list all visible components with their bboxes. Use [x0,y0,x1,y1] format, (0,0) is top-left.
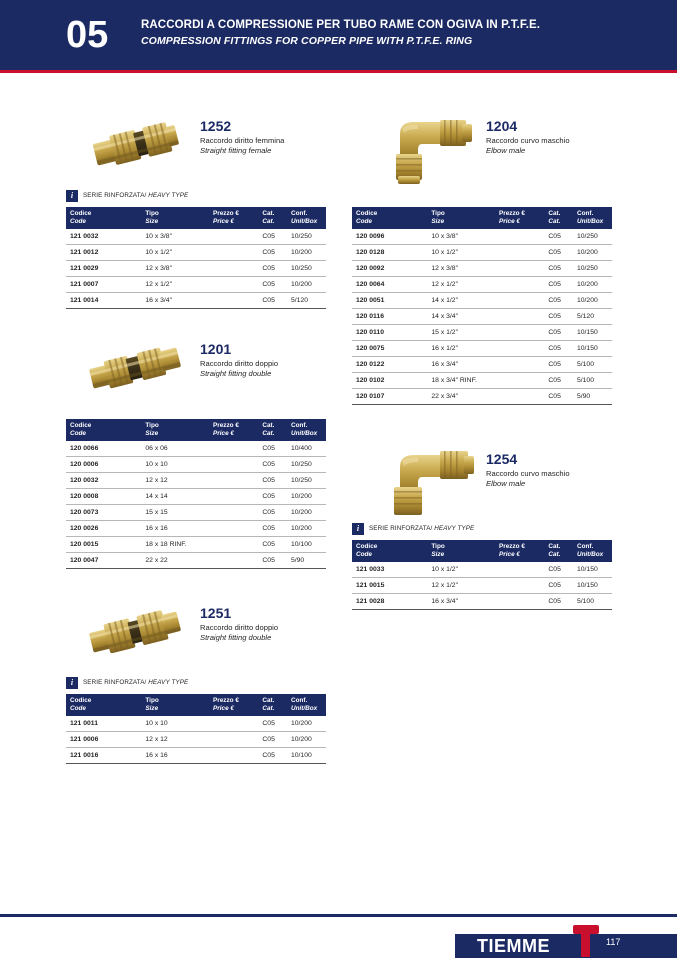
cell-conf: 5/90 [287,553,326,569]
cell-prezzo [495,594,544,610]
cell-tipo: 12 x 1/2" [141,277,209,293]
cell-tipo: 14 x 14 [141,489,209,505]
cell-prezzo [209,521,258,537]
cell-cat: C05 [258,229,287,245]
cell-prezzo [209,489,258,505]
cell-codice: 121 0016 [66,748,141,764]
table-row [66,229,326,245]
product-header [66,327,326,413]
cell-tipo: 10 x 10 [141,457,209,473]
cell-conf: 10/200 [287,521,326,537]
cell-cat: C05 [258,748,287,764]
cell-prezzo [209,732,258,748]
cell-prezzo [495,578,544,594]
cell-prezzo [209,245,258,261]
cell-codice: 121 0015 [352,578,427,594]
product-description-italian: Raccordo curvo maschio [486,136,570,145]
cell-prezzo [209,229,258,245]
product-table-1201 [66,419,326,569]
cell-tipo: 12 x 12 [141,473,209,489]
cell-codice: 121 0032 [66,229,141,245]
cell-cat: C05 [544,309,573,325]
cell-conf: 10/150 [573,325,612,341]
cell-prezzo [209,537,258,553]
cell-cat: C05 [544,594,573,610]
cell-codice: 120 0110 [352,325,427,341]
cell-cat: C05 [544,562,573,578]
cell-tipo: 12 x 3/8" [427,261,495,277]
cell-prezzo [495,277,544,293]
cell-tipo: 16 x 3/4" [427,594,495,610]
cell-cat: C05 [258,521,287,537]
col-codice: Codice Code [352,540,427,562]
cell-cat: C05 [258,441,287,457]
left-column [66,104,326,764]
chapter-number: 05 [66,14,109,56]
table-row [352,594,612,610]
col-conf: Conf. Unit/Box [287,207,326,229]
cell-tipo: 16 x 3/4" [427,357,495,373]
cell-cat: C05 [258,716,287,732]
product-text [200,341,330,379]
cell-conf: 5/120 [573,309,612,325]
product-description-italian: Raccordo diritto doppio [200,623,279,632]
table-row [352,261,612,277]
cell-tipo: 15 x 1/2" [427,325,495,341]
table-row [66,293,326,309]
page-number: 117 [606,937,621,947]
cell-tipo: 18 x 18 RINF. [141,537,209,553]
cell-codice: 120 0006 [66,457,141,473]
cell-tipo: 16 x 1/2" [427,341,495,357]
cell-codice: 120 0047 [66,553,141,569]
cell-codice: 120 0107 [352,389,427,405]
cell-prezzo [209,261,258,277]
cell-tipo: 10 x 3/8" [141,229,209,245]
product-image-1204 [362,104,480,186]
cell-prezzo [209,716,258,732]
product-description-english: Straight fitting female [200,146,272,155]
cell-cat: C05 [544,389,573,405]
cell-conf: 10/200 [573,277,612,293]
heavy-type-label: SERIE RINFORZATA/ HEAVY TYPE [83,679,189,686]
compression-fitting-straight-double-heavy-icon [76,591,194,673]
table-row [66,521,326,537]
product-description-italian: Raccordo diritto femmina [200,136,285,145]
cell-tipo: 06 x 06 [141,441,209,457]
product-code: 1201 [200,341,232,357]
product-table-1251 [66,694,326,764]
product-code: 1251 [200,605,232,621]
table-row [352,245,612,261]
page-title-italian: RACCORDI A COMPRESSIONE PER TUBO RAME CON OGIVA IN P.T.F.E. [141,19,541,31]
cell-prezzo [209,748,258,764]
cell-codice: 120 0015 [66,537,141,553]
product-block-1254 [352,437,612,610]
cell-tipo: 16 x 16 [141,748,209,764]
cell-codice: 121 0014 [66,293,141,309]
table-header-row [66,419,326,441]
cell-conf: 5/100 [573,357,612,373]
col-cat: Cat. Cat. [258,207,287,229]
col-prezzo: Prezzo € Price € [495,207,544,229]
table-row [66,748,326,764]
cell-cat: C05 [544,277,573,293]
product-description-english: Elbow male [486,479,526,488]
cell-codice: 121 0012 [66,245,141,261]
cell-cat: C05 [544,325,573,341]
brand-name: TIEMME [477,936,550,956]
cell-prezzo [495,309,544,325]
cell-tipo: 10 x 1/2" [141,245,209,261]
heavy-type-notice [66,677,326,691]
info-icon: i [352,523,364,535]
heavy-type-label: SERIE RINFORZATA/ HEAVY TYPE [83,192,189,199]
cell-conf: 10/250 [573,229,612,245]
cell-cat: C05 [258,261,287,277]
cell-cat: C05 [258,505,287,521]
cell-codice: 120 0092 [352,261,427,277]
cell-cat: C05 [258,473,287,489]
col-conf: Conf. Unit/Box [573,207,612,229]
cell-cat: C05 [258,732,287,748]
table-row [352,309,612,325]
cell-cat: C05 [544,578,573,594]
product-block-1204 [352,104,612,405]
cell-cat: C05 [544,373,573,389]
product-text [486,451,616,489]
table-row [66,732,326,748]
cell-conf: 10/200 [287,245,326,261]
cell-codice: 121 0028 [352,594,427,610]
cell-conf: 10/250 [573,261,612,277]
cell-tipo: 22 x 3/4" [427,389,495,405]
cell-tipo: 12 x 1/2" [427,578,495,594]
col-cat: Cat. Cat. [544,207,573,229]
cell-conf: 10/100 [287,748,326,764]
cell-prezzo [495,245,544,261]
table-row [352,293,612,309]
table-header-row [352,540,612,562]
table-row [66,553,326,569]
page-title-english: COMPRESSION FITTINGS FOR COPPER PIPE WITH P.T.F.E. RING [141,35,473,47]
product-description-english: Straight fitting double [200,633,272,642]
cell-prezzo [495,341,544,357]
table-row [352,562,612,578]
product-table-1254 [352,540,612,610]
col-conf: Conf. Unit/Box [287,694,326,716]
cell-conf: 10/400 [287,441,326,457]
col-codice: Codice Code [66,419,141,441]
cell-conf: 10/150 [573,562,612,578]
table-row [66,716,326,732]
cell-cat: C05 [258,245,287,261]
col-tipo: Tipo Size [141,207,209,229]
cell-codice: 120 0008 [66,489,141,505]
cell-cat: C05 [544,245,573,261]
info-icon: i [66,677,78,689]
product-block-1201 [66,327,326,569]
cell-cat: C05 [258,489,287,505]
table-row [352,373,612,389]
product-description-english: Straight fitting double [200,369,272,378]
cell-prezzo [209,553,258,569]
col-tipo: Tipo Size [141,419,209,441]
compression-fitting-straight-female-icon [76,104,194,186]
cell-cat: C05 [258,457,287,473]
product-text [486,118,616,156]
cell-tipo: 14 x 3/4" [427,309,495,325]
table-row [66,473,326,489]
cell-tipo: 10 x 3/8" [427,229,495,245]
cell-prezzo [209,293,258,309]
product-block-1252 [66,104,326,309]
cell-conf: 10/200 [287,732,326,748]
cell-conf: 10/200 [287,489,326,505]
cell-codice: 120 0066 [66,441,141,457]
cell-conf: 10/250 [287,261,326,277]
compression-fitting-straight-double-icon [76,327,194,409]
cell-codice: 120 0075 [352,341,427,357]
col-codice: Codice Code [66,694,141,716]
cell-codice: 120 0102 [352,373,427,389]
cell-tipo: 10 x 10 [141,716,209,732]
heavy-type-notice [352,523,612,537]
product-header [66,591,326,677]
cell-cat: C05 [258,537,287,553]
heavy-type-label: SERIE RINFORZATA/ HEAVY TYPE [369,525,475,532]
col-codice: Codice Code [66,207,141,229]
cell-cat: C05 [544,341,573,357]
cell-codice: 120 0026 [66,521,141,537]
cell-prezzo [495,293,544,309]
cell-conf: 10/250 [287,457,326,473]
cell-conf: 10/150 [573,578,612,594]
product-header [352,104,612,190]
table-row [66,245,326,261]
product-image-1254 [362,437,480,519]
cell-prezzo [495,357,544,373]
product-text [200,118,330,156]
page-header [0,0,677,70]
cell-conf: 10/200 [287,277,326,293]
col-prezzo: Prezzo € Price € [209,207,258,229]
cell-prezzo [495,229,544,245]
table-header-row [352,207,612,229]
col-tipo: Tipo Size [427,207,495,229]
col-cat: Cat. Cat. [258,419,287,441]
cell-prezzo [209,505,258,521]
cell-codice: 121 0029 [66,261,141,277]
col-cat: Cat. Cat. [258,694,287,716]
cell-tipo: 14 x 1/2" [427,293,495,309]
product-code: 1204 [486,118,518,134]
col-tipo: Tipo Size [427,540,495,562]
cell-cat: C05 [258,277,287,293]
col-conf: Conf. Unit/Box [287,419,326,441]
cell-prezzo [209,441,258,457]
cell-tipo: 15 x 15 [141,505,209,521]
cell-tipo: 12 x 3/8" [141,261,209,277]
product-table-1204 [352,207,612,405]
product-code: 1254 [486,451,518,467]
cell-codice: 121 0033 [352,562,427,578]
cell-prezzo [209,473,258,489]
table-row [352,325,612,341]
table-row [66,505,326,521]
cell-tipo: 16 x 3/4" [141,293,209,309]
cell-tipo: 12 x 1/2" [427,277,495,293]
cell-tipo: 22 x 22 [141,553,209,569]
cell-conf: 10/250 [287,473,326,489]
cell-prezzo [209,457,258,473]
cell-tipo: 10 x 1/2" [427,245,495,261]
cell-conf: 5/100 [573,594,612,610]
compression-fitting-elbow-male-heavy-icon [362,437,480,519]
header-accent-rule [0,70,677,73]
table-row [352,357,612,373]
cell-tipo: 16 x 16 [141,521,209,537]
cell-conf: 10/200 [573,293,612,309]
heavy-type-notice [66,190,326,204]
right-column [352,104,612,610]
cell-cat: C05 [544,261,573,277]
cell-codice: 121 0007 [66,277,141,293]
product-image-1251 [76,591,194,673]
cell-codice: 120 0032 [66,473,141,489]
table-row [66,441,326,457]
cell-codice: 120 0096 [352,229,427,245]
cell-tipo: 10 x 1/2" [427,562,495,578]
col-prezzo: Prezzo € Price € [495,540,544,562]
info-icon: i [66,190,78,202]
product-header [352,437,612,523]
cell-codice: 120 0122 [352,357,427,373]
cell-conf: 10/200 [573,245,612,261]
table-row [66,537,326,553]
table-header-row [66,694,326,716]
table-row [352,578,612,594]
cell-conf: 5/120 [287,293,326,309]
cell-prezzo [495,261,544,277]
col-cat: Cat. Cat. [544,540,573,562]
product-description-italian: Raccordo curvo maschio [486,469,570,478]
cell-conf: 10/200 [287,716,326,732]
cell-codice: 120 0051 [352,293,427,309]
product-header [66,104,326,190]
cell-prezzo [495,562,544,578]
cell-conf: 5/90 [573,389,612,405]
cell-codice: 121 0006 [66,732,141,748]
table-row [352,229,612,245]
cell-conf: 10/200 [287,505,326,521]
table-row [352,389,612,405]
cell-codice: 120 0073 [66,505,141,521]
product-image-1201 [76,327,194,409]
cell-conf: 10/250 [287,229,326,245]
table-row [66,277,326,293]
cell-cat: C05 [544,357,573,373]
cell-cat: C05 [258,293,287,309]
cell-prezzo [495,373,544,389]
table-row [66,489,326,505]
table-row [66,261,326,277]
cell-prezzo [209,277,258,293]
product-description-english: Elbow male [486,146,526,155]
table-row [352,341,612,357]
table-header-row [66,207,326,229]
product-code: 1252 [200,118,232,134]
cell-cat: C05 [258,553,287,569]
brand-logo-icon [573,925,599,957]
product-table-1252 [66,207,326,309]
compression-fitting-elbow-male-icon [362,104,480,186]
cell-tipo: 12 x 12 [141,732,209,748]
col-codice: Codice Code [352,207,427,229]
cell-tipo: 18 x 3/4" RINF. [427,373,495,389]
col-prezzo: Prezzo € Price € [209,694,258,716]
cell-conf: 10/100 [287,537,326,553]
cell-codice: 121 0011 [66,716,141,732]
table-row [66,457,326,473]
cell-prezzo [495,389,544,405]
col-tipo: Tipo Size [141,694,209,716]
cell-codice: 120 0064 [352,277,427,293]
product-image-1252 [76,104,194,186]
product-text [200,605,330,643]
product-block-1251 [66,591,326,764]
product-description-italian: Raccordo diritto doppio [200,359,279,368]
cell-cat: C05 [544,229,573,245]
cell-conf: 5/100 [573,373,612,389]
col-conf: Conf. Unit/Box [573,540,612,562]
cell-cat: C05 [544,293,573,309]
footer-rule [0,914,677,917]
cell-codice: 120 0128 [352,245,427,261]
cell-codice: 120 0116 [352,309,427,325]
cell-prezzo [495,325,544,341]
table-row [352,277,612,293]
col-prezzo: Prezzo € Price € [209,419,258,441]
cell-conf: 10/150 [573,341,612,357]
